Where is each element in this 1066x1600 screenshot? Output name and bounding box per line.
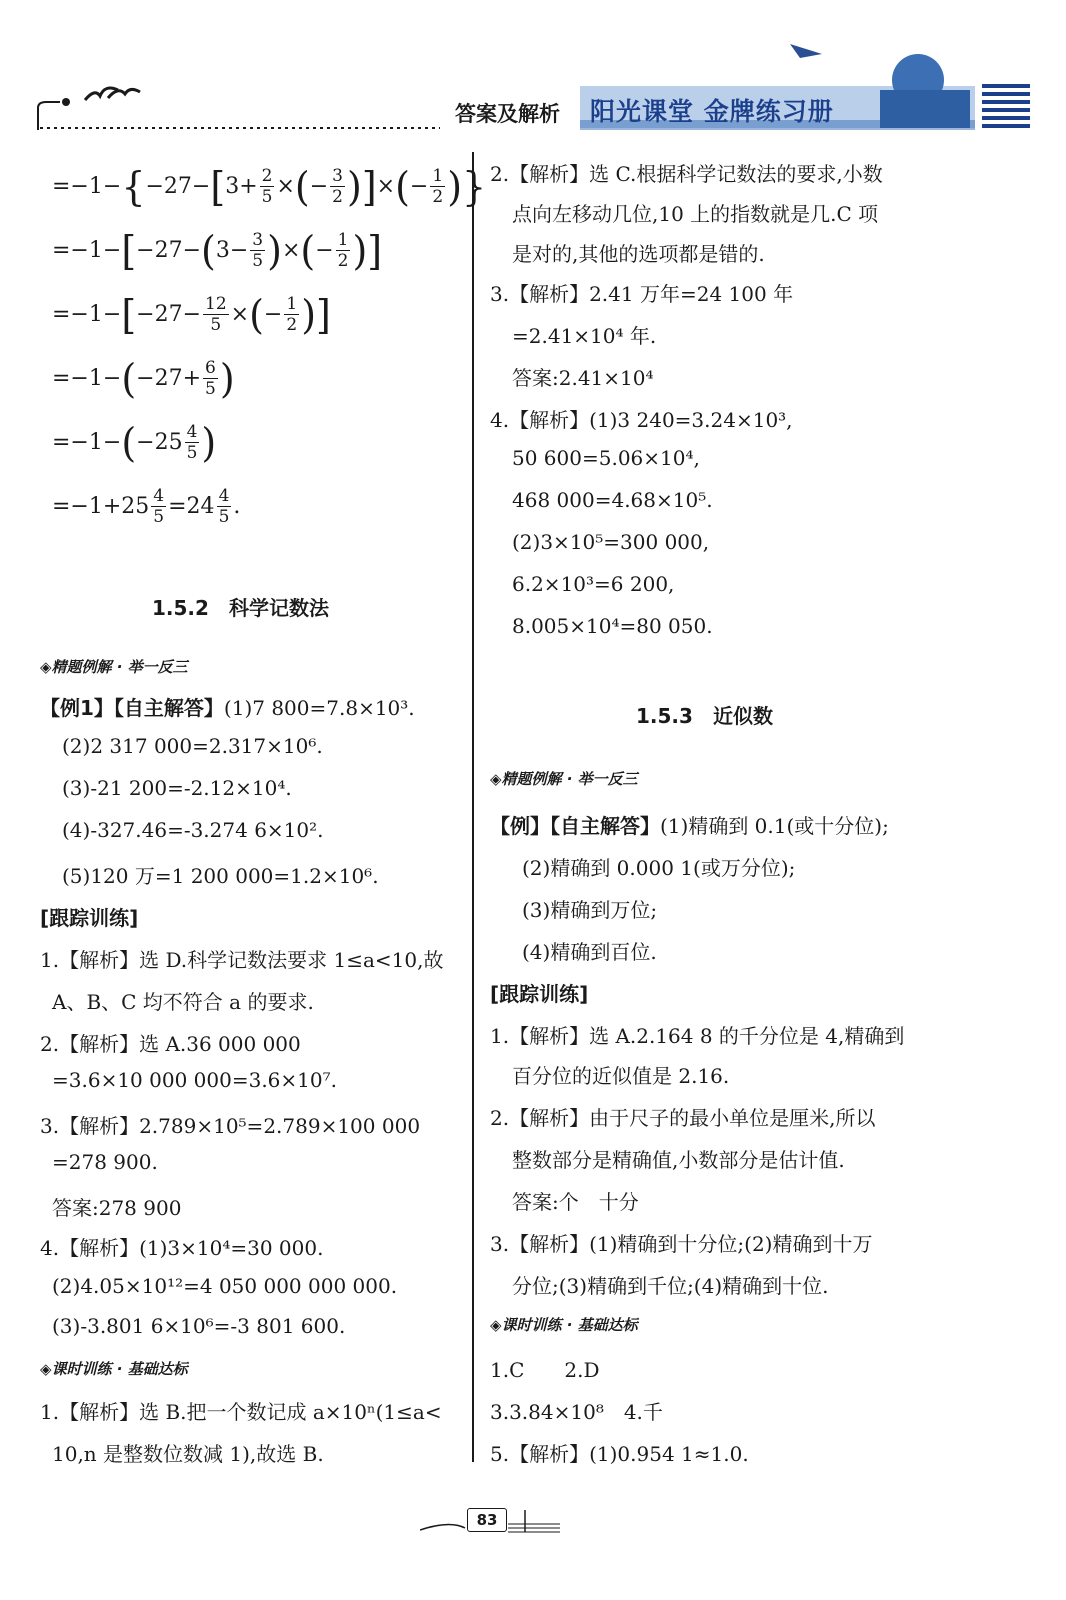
r-item-4-line-6: 8.005×10⁴=80 050. xyxy=(512,614,713,638)
r-track-3-line-2: 分位;(3)精确到千位;(4)精确到十位. xyxy=(512,1274,829,1298)
track-item-3-line-1: 3.【解析】2.789×10⁵=2.789×100 000 xyxy=(40,1114,421,1138)
r-track-2-line-2: 整数部分是精确值,小数部分是估计值. xyxy=(512,1148,845,1172)
track-training-heading: [跟踪训练] xyxy=(40,906,139,930)
example-1-part-5: (5)120 万=1 200 000=1.2×10⁶. xyxy=(62,864,379,888)
r-example-part-4: (4)精确到百位. xyxy=(522,940,657,964)
section-title-1-5-2: 1.5.2 科学记数法 xyxy=(152,596,329,620)
track-item-4-line-1: 4.【解析】(1)3×10⁴=30 000. xyxy=(40,1236,324,1260)
r-item-4-line-4: (2)3×10⁵=300 000, xyxy=(512,530,710,554)
track-item-4-line-3: (3)-3.801 6×10⁶=-3 801 600. xyxy=(52,1314,346,1338)
header-section-label: 答案及解析 xyxy=(455,102,560,126)
r-class-items-1-2: 1.C 2.D xyxy=(490,1358,600,1382)
r-item-2-line-1: 2.【解析】选 C.根据科学记数法的要求,小数 xyxy=(490,162,883,186)
r-example-part-3: (3)精确到万位; xyxy=(522,898,658,922)
header-brand-title: 阳光课堂 金牌练习册 xyxy=(590,97,834,126)
r-track-1-line-2: 百分位的近似值是 2.16. xyxy=(512,1064,730,1088)
track-item-1-line-2: A、B、C 均不符合 a 的要求. xyxy=(52,990,314,1014)
example-1-part-2: (2)2 317 000=2.317×10⁶. xyxy=(62,734,323,758)
r-item-3-line-1: 3.【解析】2.41 万年=24 100 年 xyxy=(490,282,794,306)
r-item-3-answer: 答案:2.41×10⁴ xyxy=(512,366,654,390)
r-item-2-line-2: 点向左移动几位,10 上的指数就是几.C 项 xyxy=(512,202,879,226)
class-item-1-line-1: 1.【解析】选 B.把一个数记成 a×10ⁿ(1≤a< xyxy=(40,1400,442,1424)
math-step-2: =−1− [ −27− ( 3− $\frac{3}{5}$ ) × ( − $\frac{1}{2}$ ) ] xyxy=(52,227,383,274)
subheading-examples: ◈精题例解 · 举一反三 xyxy=(40,658,188,676)
track-item-2-line-1: 2.【解析】选 A.36 000 000 xyxy=(40,1032,301,1056)
math-step-4: =−1− ( −27+ $\frac{6}{5}$ ) xyxy=(52,355,235,402)
class-item-1-line-2: 10,n 是整数位数减 1),故选 B. xyxy=(52,1442,324,1466)
math-step-3: =−1− [ −27− $\frac{12}{5}$ × ( − $\frac{1}{2}$ ) ] xyxy=(52,291,331,338)
r-track-training-heading: [跟踪训练] xyxy=(490,982,589,1006)
r-class-items-3-4: 3.3.84×10⁸ 4.千 xyxy=(490,1400,663,1424)
page-number: 83 xyxy=(467,1508,507,1532)
page-footer xyxy=(420,1500,620,1540)
r-item-4-line-3: 468 000=4.68×10⁵. xyxy=(512,488,713,512)
r-subheading-class-training: ◈课时训练 · 基础达标 xyxy=(490,1316,638,1334)
track-item-2-line-2: =3.6×10 000 000=3.6×10⁷. xyxy=(52,1068,337,1092)
r-example-part-1: 【例】【自主解答】(1)精确到 0.1(或十分位); xyxy=(490,814,889,838)
track-item-4-line-2: (2)4.05×10¹²=4 050 000 000 000. xyxy=(52,1274,398,1298)
r-item-3-line-2: =2.41×10⁴ 年. xyxy=(512,324,657,348)
math-step-5: =−1− ( −25 $\frac{4}{5}$ ) xyxy=(52,419,217,466)
footer-decoration xyxy=(420,1500,620,1540)
r-subheading-examples: ◈精题例解 · 举一反三 xyxy=(490,770,638,788)
r-item-2-line-3: 是对的,其他的选项都是错的. xyxy=(512,242,765,266)
example-1-part-1: 【例1】【自主解答】(1)7 800=7.8×10³. xyxy=(40,696,415,720)
page-header xyxy=(0,0,1066,150)
r-track-2-answer: 答案:个 十分 xyxy=(512,1190,639,1214)
r-item-4-line-5: 6.2×10³=6 200, xyxy=(512,572,675,596)
example-1-part-4: (4)-327.46=-3.274 6×10². xyxy=(62,818,324,842)
r-example-part-2: (2)精确到 0.000 1(或万分位); xyxy=(522,856,796,880)
subheading-class-training: ◈课时训练 · 基础达标 xyxy=(40,1360,188,1378)
column-divider xyxy=(472,152,474,1462)
r-track-1-line-1: 1.【解析】选 A.2.164 8 的千分位是 4,精确到 xyxy=(490,1024,905,1048)
math-step-6: =−1+25 $\frac{4}{5}$ =24 $\frac{4}{5}$ . xyxy=(52,486,241,527)
track-item-3-answer: 答案:278 900 xyxy=(52,1196,182,1220)
track-item-3-line-2: =278 900. xyxy=(52,1150,158,1174)
r-track-3-line-1: 3.【解析】(1)精确到十分位;(2)精确到十万 xyxy=(490,1232,873,1256)
r-track-2-line-1: 2.【解析】由于尺子的最小单位是厘米,所以 xyxy=(490,1106,876,1130)
r-class-item-5: 5.【解析】(1)0.954 1≈1.0. xyxy=(490,1442,749,1466)
r-item-4-line-2: 50 600=5.06×10⁴, xyxy=(512,446,700,470)
section-title-1-5-3: 1.5.3 近似数 xyxy=(636,704,773,728)
example-1-part-3: (3)-21 200=-2.12×10⁴. xyxy=(62,776,292,800)
track-item-1-line-1: 1.【解析】选 D.科学记数法要求 1≤a<10,故 xyxy=(40,948,444,972)
r-item-4-line-1: 4.【解析】(1)3 240=3.24×10³, xyxy=(490,408,793,432)
math-step-1: =−1− { −27− [ 3+ $\frac{2}{5}$ × ( − $\frac{3}{2}$ ) ] × ( − $\frac{1}{2}$ ) } xyxy=(52,163,487,210)
